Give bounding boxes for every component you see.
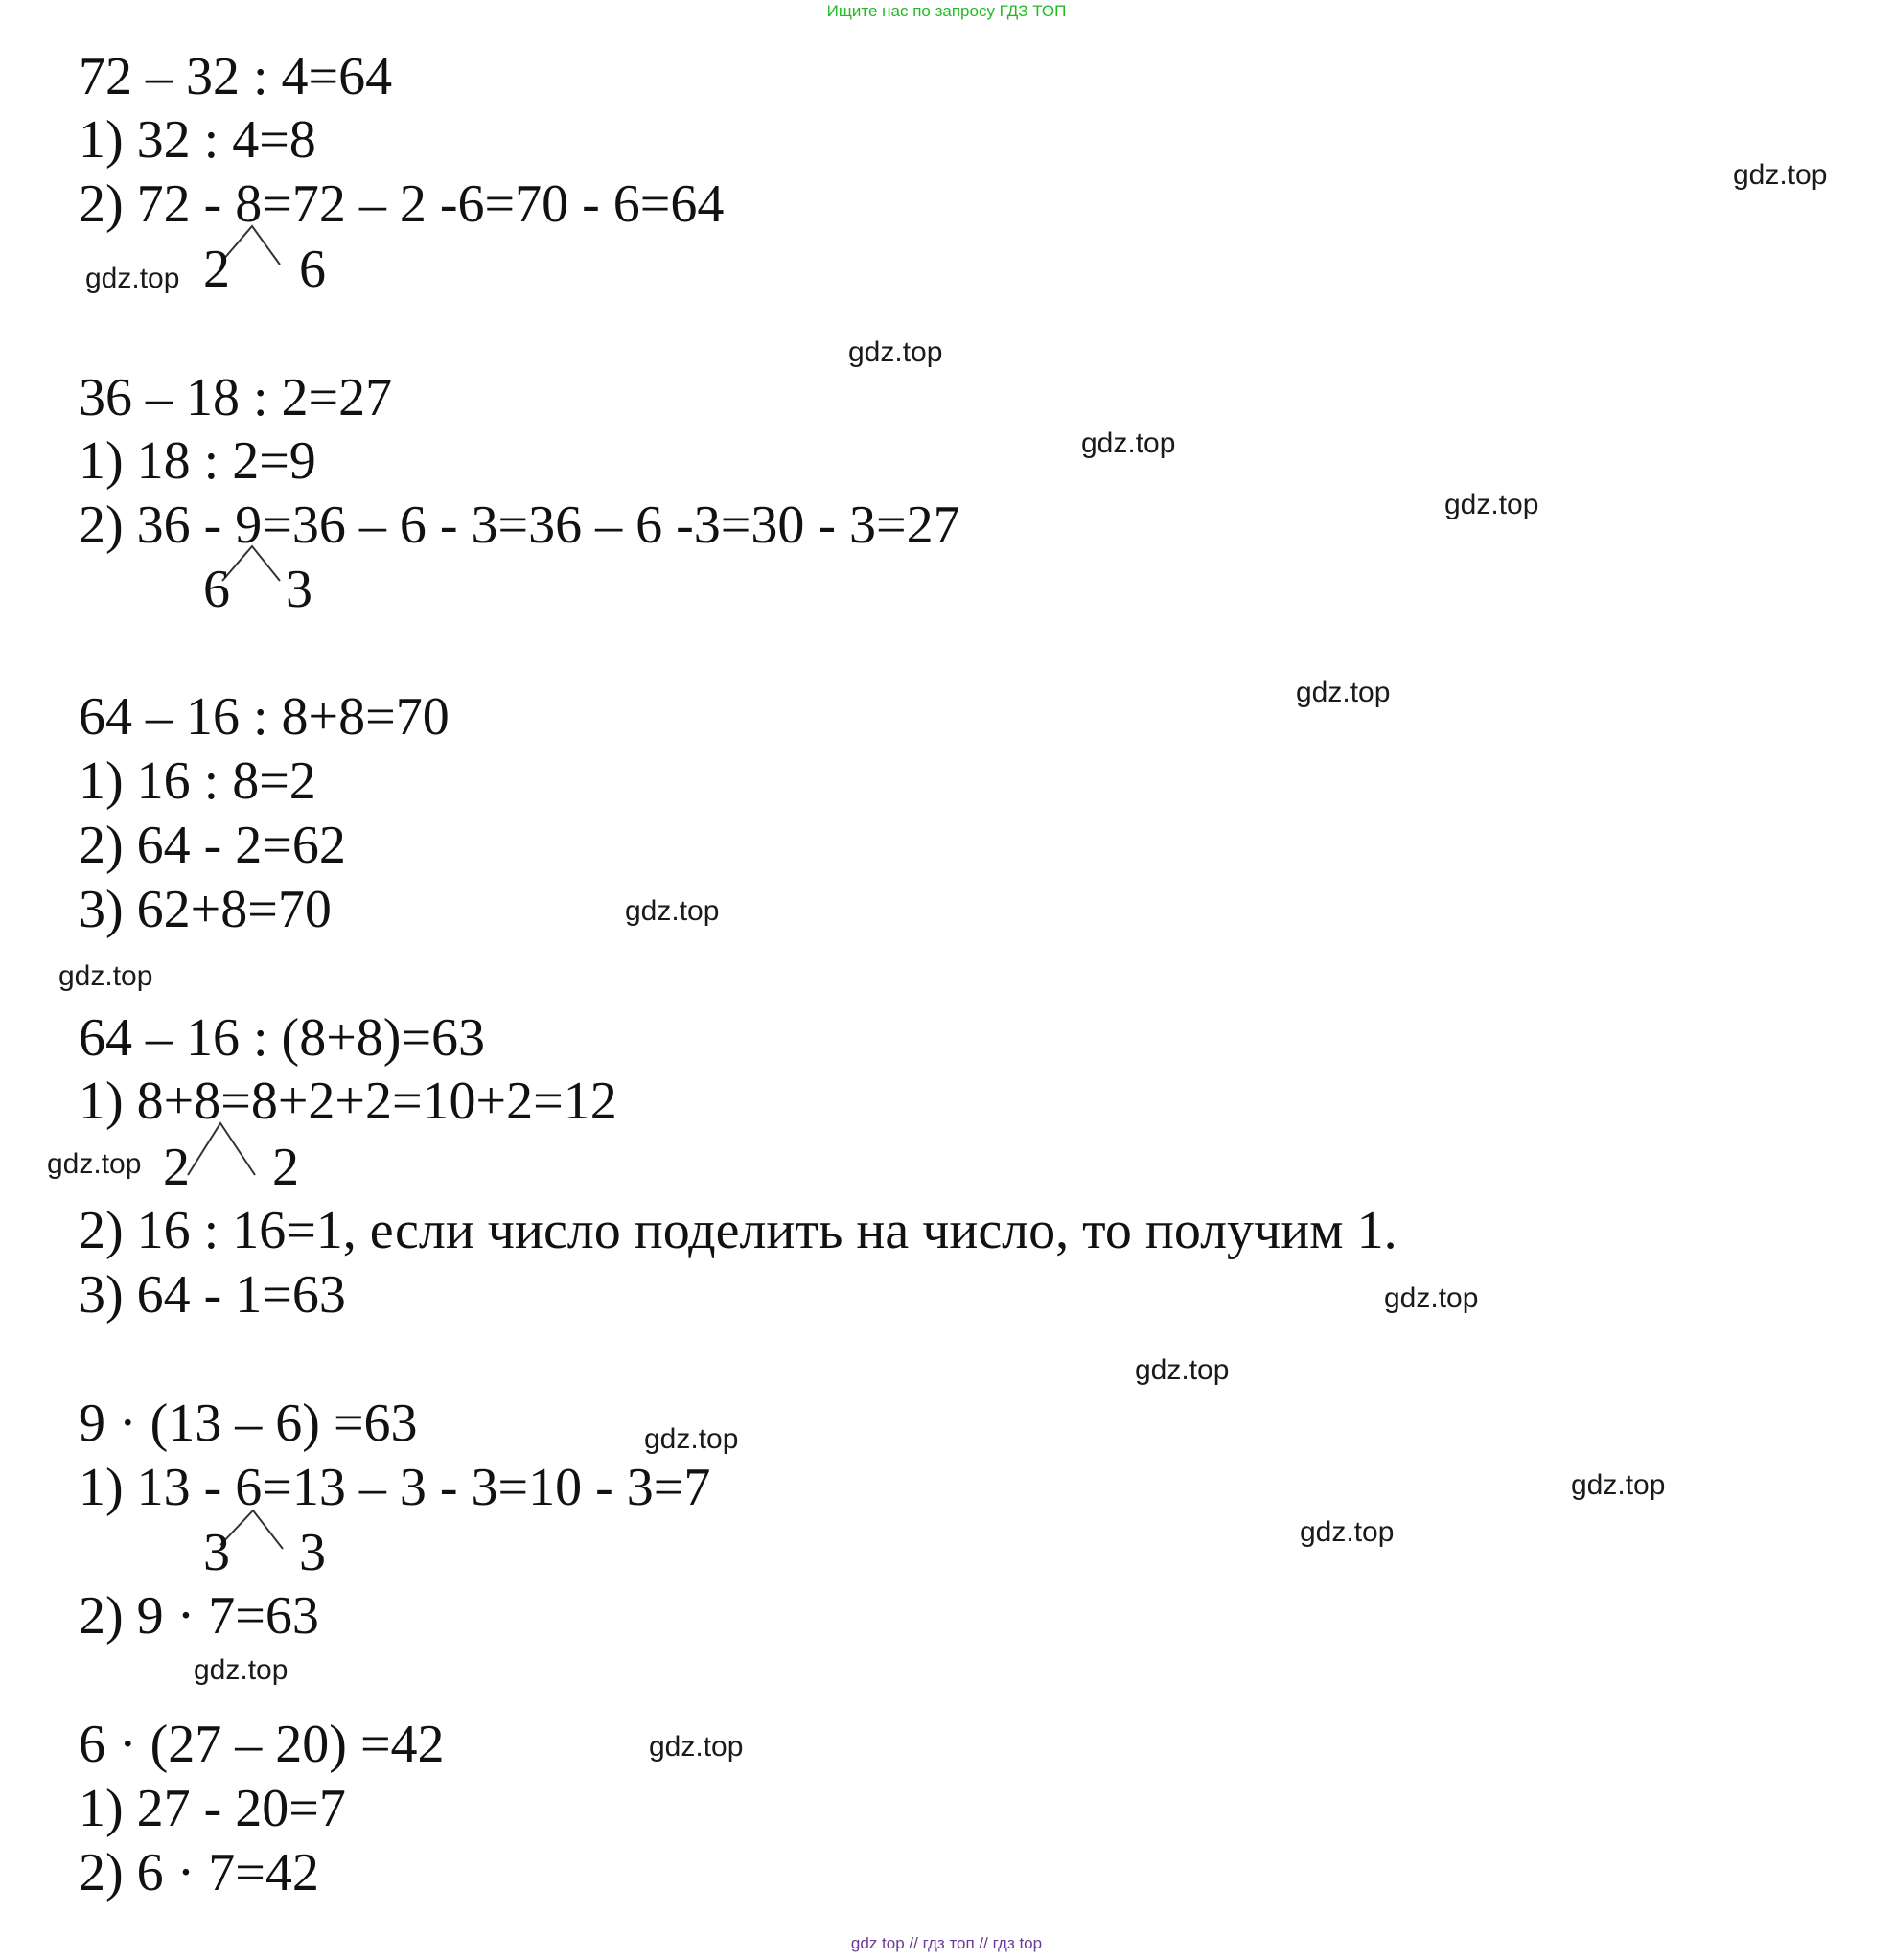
problem-1-expression: 72 – 32 : 4=64	[79, 47, 393, 106]
watermark: gdz.top	[1081, 427, 1176, 459]
search-banner[interactable]: Ищите нас по запросу ГДЗ ТОП	[826, 2, 1067, 20]
problem-2-split-left: 6	[203, 560, 230, 619]
problem-2-split-right: 3	[286, 560, 312, 619]
problem-2-step-2: 2) 36 - 9=36 – 6 - 3=36 – 6 -3=30 - 3=27	[79, 496, 960, 555]
watermark: gdz.top	[1571, 1469, 1666, 1501]
problem-4-split-left: 2	[163, 1138, 190, 1197]
problem-1-step-2: 2) 72 - 8=72 – 2 -6=70 - 6=64	[79, 174, 725, 234]
watermark: gdz.top	[649, 1731, 744, 1763]
problem-3-expression: 64 – 16 : 8+8=70	[79, 687, 450, 747]
split-line-4	[188, 1123, 255, 1175]
problem-6-step-1: 1) 27 - 20=7	[79, 1779, 346, 1838]
watermark: gdz.top	[1384, 1282, 1479, 1314]
watermark: gdz.top	[1135, 1354, 1230, 1386]
problem-1-split-left: 2	[203, 240, 230, 299]
problem-4-step-3: 3) 64 - 1=63	[79, 1265, 346, 1325]
problem-3-step-2: 2) 64 - 2=62	[79, 816, 346, 875]
problem-4-step-1: 1) 8+8=8+2+2=10+2=12	[79, 1072, 617, 1131]
watermark: gdz.top	[85, 263, 180, 294]
problem-4-split-right: 2	[272, 1138, 299, 1197]
watermark: gdz.top	[47, 1148, 142, 1180]
problem-1-step-1: 1) 32 : 4=8	[79, 110, 316, 170]
problem-5-split-right: 3	[299, 1523, 326, 1582]
problem-3-step-1: 1) 16 : 8=2	[79, 751, 316, 811]
watermark: gdz.top	[625, 895, 720, 927]
problem-5-step-1: 1) 13 - 6=13 – 3 - 3=10 - 3=7	[79, 1458, 711, 1517]
footer-links[interactable]: gdz top // гдз топ // гдз top	[850, 1934, 1043, 1952]
problem-4-expression: 64 – 16 : (8+8)=63	[79, 1008, 486, 1068]
problem-3-step-3: 3) 62+8=70	[79, 880, 332, 939]
problem-5-step-2: 2) 9 · 7=63	[79, 1586, 319, 1646]
watermark: gdz.top	[1444, 489, 1539, 520]
watermark: gdz.top	[194, 1654, 289, 1686]
problem-2-expression: 36 – 18 : 2=27	[79, 368, 393, 427]
problem-2-step-1: 1) 18 : 2=9	[79, 431, 316, 491]
watermark: gdz.top	[1733, 159, 1828, 191]
watermark: gdz.top	[848, 336, 943, 368]
problem-6-step-2: 2) 6 · 7=42	[79, 1843, 319, 1902]
problem-4-step-2: 2) 16 : 16=1, если число поделить на число, то получим 1.	[79, 1201, 1397, 1260]
problem-5-split-left: 3	[203, 1523, 230, 1582]
watermark: gdz.top	[58, 960, 153, 992]
problem-1-split-right: 6	[299, 240, 326, 299]
problem-6-expression: 6 · (27 – 20) =42	[79, 1715, 445, 1774]
watermark: gdz.top	[1296, 677, 1391, 708]
watermark: gdz.top	[1300, 1516, 1395, 1548]
watermark: gdz.top	[644, 1423, 739, 1455]
problem-5-expression: 9 · (13 – 6) =63	[79, 1394, 418, 1453]
